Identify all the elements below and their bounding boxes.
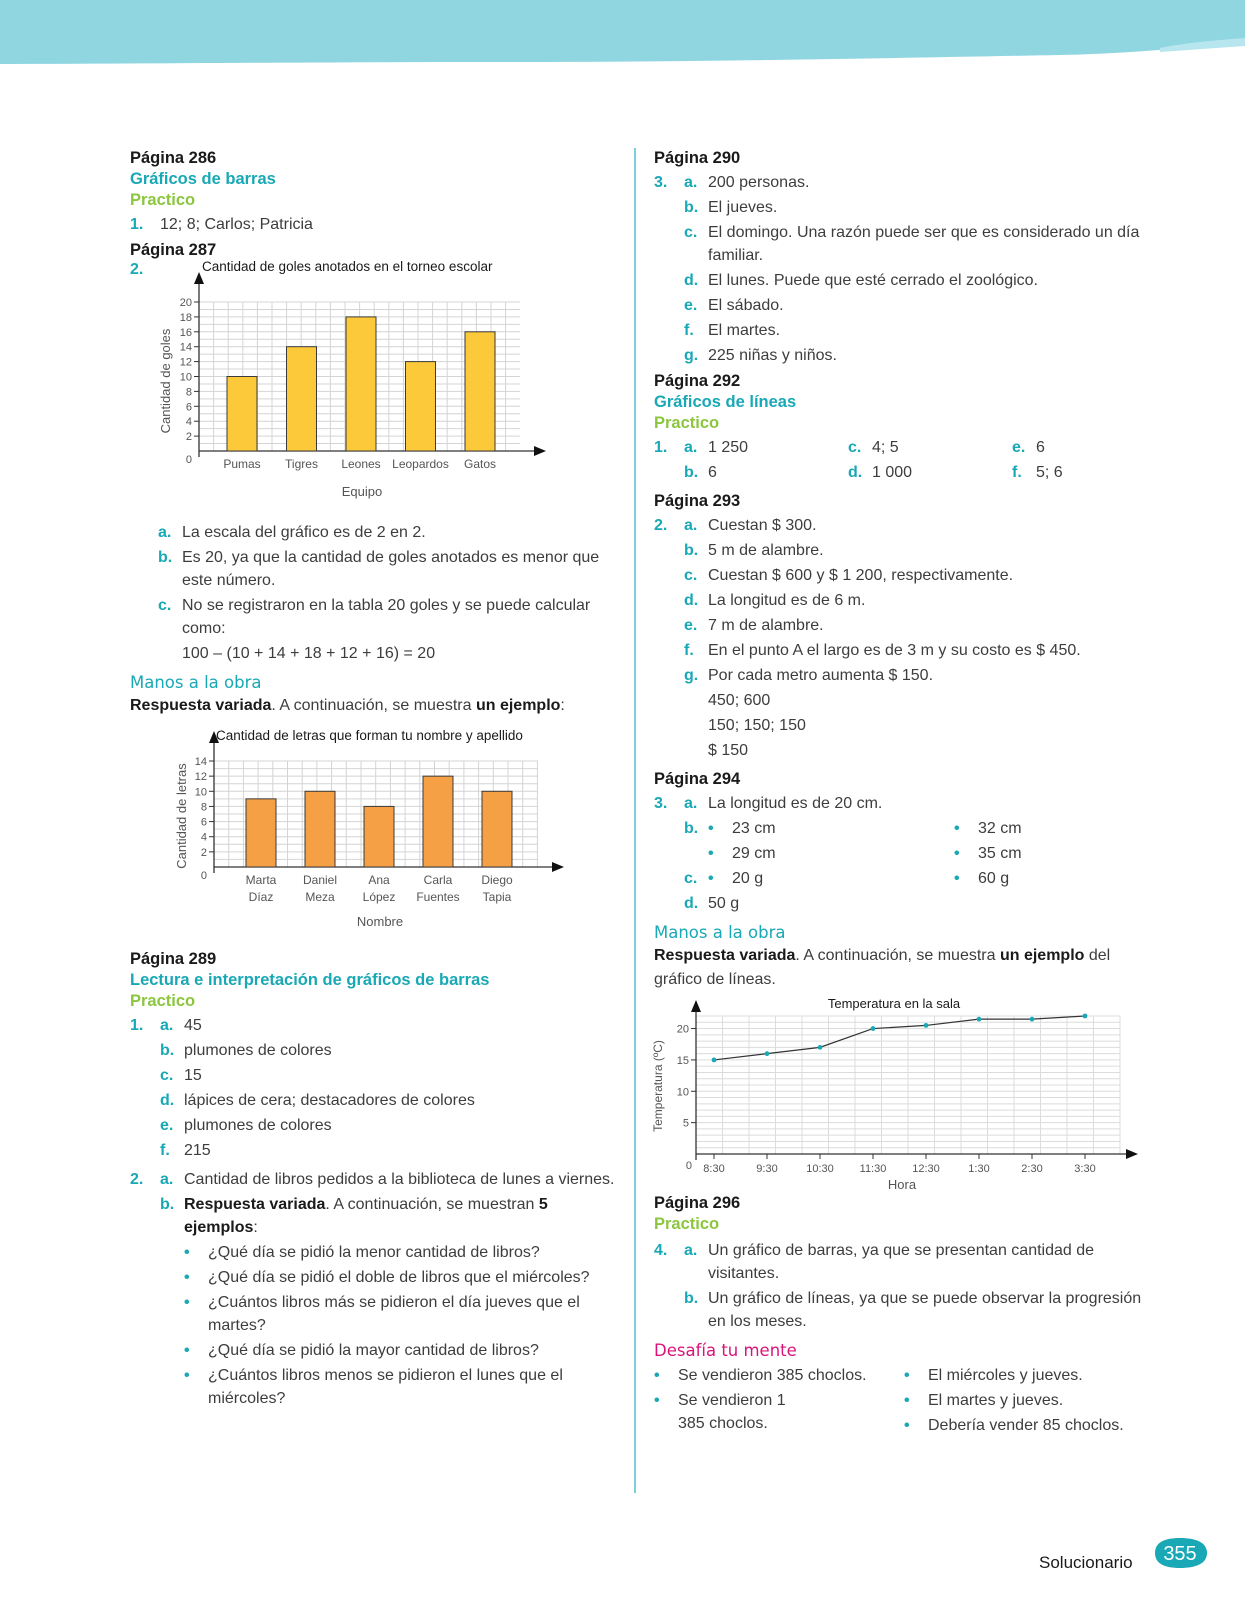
x-tick-label: 1:30 — [968, 1163, 990, 1175]
answer-row — [130, 1168, 620, 1191]
manos-a-la-obra-heading: Manos a la obra — [130, 673, 262, 692]
answer-text: Por cada metro aumenta $ 150. — [708, 667, 934, 684]
data-point — [1030, 1017, 1035, 1022]
answer-letter: a. — [684, 517, 698, 534]
x-tick-label: 9:30 — [756, 1163, 778, 1175]
y-axis-arrow-icon — [691, 1000, 701, 1012]
answer-text: 29 cm — [732, 845, 776, 862]
question-number: 3. — [654, 795, 668, 812]
answer-row — [130, 1089, 620, 1112]
x-tick-label: López — [362, 890, 396, 904]
list-item — [654, 1389, 904, 1435]
answer-letter: a. — [160, 1017, 174, 1034]
answer-text: 7 m de alambre. — [708, 617, 824, 634]
question-number: 2. — [130, 1171, 144, 1188]
answer-text: 15 — [184, 1067, 202, 1084]
answer-letter: e. — [160, 1117, 174, 1134]
answer-line: 150; 150; 150 — [708, 717, 806, 734]
list-item-text: Se vendieron 1 385 choclos. — [678, 1392, 786, 1432]
x-tick-label: 12:30 — [912, 1163, 940, 1175]
answer-text: lápices de cera; destacadores de colores — [184, 1092, 475, 1109]
x-tick-label: Tigres — [285, 457, 318, 471]
answer-row — [654, 817, 1154, 840]
page-ref-286: Página 286 — [130, 149, 217, 167]
bullet: • — [708, 820, 714, 837]
answer-text: 32 cm — [978, 820, 1022, 837]
bullet: • — [904, 1367, 910, 1384]
x-tick-label: Daniel — [302, 873, 338, 887]
answer-text: Cantidad de libros pedidos a la biblioteca de lunes a viernes. — [184, 1171, 615, 1188]
question-number: 1. — [654, 439, 668, 456]
answer-row — [158, 594, 620, 640]
data-point — [924, 1023, 929, 1028]
answer-text: El domingo. Una razón puede ser que es considerado un día familiar. — [708, 224, 1140, 264]
y-tick-label: 6 — [200, 816, 207, 829]
answer-row — [654, 1287, 1154, 1333]
data-point — [871, 1026, 876, 1031]
chart-title: Cantidad de letras que forman tu nombre y apellido — [216, 728, 523, 743]
y-tick-label: 8 — [185, 386, 192, 399]
response-text: . A continuación, se muestra — [271, 697, 476, 714]
answer-row — [654, 319, 1154, 342]
bullet: • — [708, 845, 714, 862]
answer-letter: b. — [684, 464, 699, 481]
y-axis-label: Cantidad de letras — [174, 763, 189, 869]
question-list — [184, 1241, 620, 1410]
answer-row — [654, 196, 1154, 219]
page-ref-290: Página 290 — [654, 149, 741, 167]
practico-label: Practico — [654, 414, 720, 432]
column-divider — [634, 148, 636, 1493]
answer-letter: d. — [160, 1092, 175, 1109]
answer-letter: c. — [848, 439, 862, 456]
answer-text: 5; 6 — [1036, 464, 1063, 481]
page-number: 355 — [1163, 1543, 1197, 1565]
desafia-answers — [654, 1362, 1154, 1439]
y-tick-label: 18 — [179, 311, 192, 324]
answer-text: plumones de colores — [184, 1042, 332, 1059]
bullet: • — [184, 1367, 190, 1384]
question-number: 1. — [130, 1017, 144, 1034]
list-item-text: ¿Qué día se pidió la mayor cantidad de libros? — [208, 1342, 539, 1359]
practico-label: Practico — [654, 1215, 720, 1233]
x-tick-label: 8:30 — [703, 1163, 725, 1175]
response-bold: Respuesta variada — [184, 1196, 326, 1213]
response-bold: un ejemplo — [475, 697, 561, 714]
answer-text: En el punto A el largo es de 3 m y su costo es $ 450. — [708, 642, 1081, 659]
answer-row — [654, 842, 1154, 865]
data-point — [765, 1051, 770, 1056]
question-number: 1. — [130, 216, 144, 233]
response-text: : — [560, 697, 565, 714]
answer-grid-row — [654, 461, 1154, 484]
answer-row — [130, 1039, 620, 1062]
section-title-bar-reading: Lectura e interpretación de gráficos de barras — [130, 971, 490, 989]
bullet: • — [708, 870, 714, 887]
list-item — [904, 1389, 1154, 1412]
footer-label: Solucionario — [1039, 1553, 1133, 1572]
answer-text: Cuestan $ 300. — [708, 517, 817, 534]
g-answer-lines — [708, 689, 1154, 762]
answer-letter: c. — [684, 567, 698, 584]
bar — [305, 791, 335, 867]
answer-text: 1 250 — [708, 439, 749, 456]
list-item — [904, 1364, 1154, 1387]
list-item — [184, 1364, 620, 1410]
y-tick-label: 16 — [179, 326, 192, 339]
list-item — [184, 1241, 620, 1264]
answer-letter: a. — [684, 174, 698, 191]
answer-letter: c. — [160, 1067, 174, 1084]
question-number: 2. — [654, 517, 668, 534]
bullet: • — [954, 845, 960, 862]
x-axis-arrow-icon — [534, 446, 546, 456]
list-item-text: Se vendieron 385 choclos. — [678, 1367, 867, 1384]
answer-text: 1 000 — [872, 464, 913, 481]
answer-letter: c. — [158, 597, 172, 614]
answer-letter: a. — [684, 1242, 698, 1259]
answer-grid-row — [654, 436, 1154, 459]
answer-row — [654, 614, 1154, 637]
bullet: • — [184, 1294, 190, 1311]
y-tick-label: 14 — [194, 756, 207, 768]
response-intro — [654, 944, 1154, 992]
answer-row — [654, 539, 1154, 562]
y-tick-label: 2 — [185, 431, 192, 444]
bar — [423, 776, 453, 867]
answer-text: El lunes. Puede que esté cerrado el zoológico. — [708, 272, 1038, 289]
answer-bullets-right — [954, 817, 1022, 840]
page-ref-293: Página 293 — [654, 492, 741, 510]
answer-text: Cuestan $ 600 y $ 1 200, respectivamente. — [708, 567, 1014, 584]
answer-row — [130, 1014, 620, 1037]
answer-row — [654, 171, 1154, 194]
y-tick-label: 20 — [179, 297, 192, 309]
bullet: • — [954, 870, 960, 887]
answer-text: Un gráfico de líneas, ya que se puede observar la progresión en los meses. — [708, 1290, 1142, 1330]
list-item-text: ¿Cuántos libros más se pidieron el día jueves que el martes? — [208, 1294, 580, 1334]
answer-text: El martes. — [708, 322, 781, 339]
page-ref-289: Página 289 — [130, 950, 217, 968]
answer-row — [654, 664, 1154, 687]
bar — [346, 317, 376, 451]
data-point — [1083, 1014, 1088, 1019]
y-tick-label: 0 — [200, 870, 207, 882]
section-title-bar-charts: Gráficos de barras — [130, 170, 276, 188]
y-tick-label: 14 — [179, 341, 192, 354]
answer-text: 45 — [184, 1017, 202, 1034]
answer-text: 5 m de alambre. — [708, 542, 824, 559]
answer-row — [654, 514, 1154, 537]
x-axis-arrow-icon — [1126, 1149, 1138, 1159]
y-tick-label: 0 — [685, 1160, 692, 1172]
y-tick-label: 12 — [179, 356, 192, 369]
y-tick-label: 10 — [179, 371, 192, 384]
page-ref-292: Página 292 — [654, 372, 741, 390]
answer-letter: b. — [684, 199, 699, 216]
answer-letter: a. — [684, 439, 698, 456]
y-tick-label: 4 — [200, 831, 207, 844]
answer-letter: b. — [160, 1196, 175, 1213]
answer-letter: b. — [684, 820, 699, 837]
response-text: : — [253, 1219, 258, 1236]
y-tick-label: 10 — [194, 786, 207, 799]
data-point — [818, 1045, 823, 1050]
list-item-text: ¿Qué día se pidió la menor cantidad de libros? — [208, 1244, 540, 1261]
answer-letter: b. — [160, 1042, 175, 1059]
x-axis-label: Nombre — [356, 914, 404, 929]
answer-letter: b. — [684, 542, 699, 559]
x-tick-label: 11:30 — [859, 1163, 887, 1175]
bullet: • — [904, 1392, 910, 1409]
response-intro — [130, 694, 620, 718]
list-item-text: ¿Cuántos libros menos se pidieron el lunes que el miércoles? — [208, 1367, 563, 1407]
answer-text: No se registraron en la tabla 20 goles y se puede calcular como: — [182, 597, 591, 637]
bar — [465, 332, 495, 451]
bullet: • — [184, 1269, 190, 1286]
list-item — [654, 1364, 904, 1387]
answer-row — [158, 546, 620, 592]
question-number: 4. — [654, 1242, 668, 1259]
answer-letter: e. — [1012, 439, 1026, 456]
bullet: • — [904, 1417, 910, 1434]
answer-row — [158, 521, 620, 544]
answer-text: 12; 8; Carlos; Patricia — [160, 216, 313, 233]
x-axis-arrow-icon — [552, 862, 564, 872]
answer-row — [130, 1139, 620, 1162]
answer-text: El sábado. — [708, 297, 784, 314]
y-tick-label: 6 — [185, 401, 192, 414]
x-tick-label: Carla — [423, 873, 453, 887]
answer-letter: c. — [684, 870, 698, 887]
answer-letter: d. — [684, 272, 699, 289]
response-bold: 5 ejemplos — [184, 1196, 548, 1236]
q2-answers — [158, 521, 620, 665]
manos-a-la-obra-heading: Manos a la obra — [654, 923, 786, 942]
answer-line: $ 150 — [708, 742, 749, 759]
answer-row — [654, 639, 1154, 662]
answer-letter: b. — [158, 549, 173, 566]
answer-text: 6 — [708, 464, 717, 481]
temperature-line-chart — [648, 996, 1138, 1196]
x-tick-label: Diego — [481, 873, 513, 887]
page-ref-287: Página 287 — [130, 241, 217, 259]
right-column — [651, 144, 1154, 1439]
answer-letter: a. — [684, 795, 698, 812]
answer-row — [654, 1239, 1154, 1285]
y-tick-label: 20 — [676, 1023, 689, 1036]
answer-row — [130, 213, 620, 236]
response-text: . A continuación, se muestra — [795, 947, 1000, 964]
response-text: . A continuación, se muestran — [325, 1196, 539, 1213]
letters-bar-chart — [130, 724, 570, 944]
x-axis-label: Hora — [887, 1177, 917, 1192]
bar — [406, 362, 436, 451]
x-axis-label: Equipo — [341, 484, 383, 499]
answer-letter: a. — [160, 1171, 174, 1188]
answer-text: 225 niñas y niños. — [708, 347, 837, 364]
bar — [227, 377, 257, 452]
y-tick-label: 15 — [676, 1054, 689, 1067]
page-ref-296: Página 296 — [654, 1194, 741, 1212]
page-number-badge — [1151, 1536, 1209, 1575]
answer-row — [654, 792, 1154, 815]
answer-text: 23 cm — [732, 820, 776, 837]
y-tick-label: 12 — [194, 771, 207, 784]
answer-line: 450; 600 — [708, 692, 771, 709]
response-text: del gráfico de líneas. — [654, 947, 1111, 988]
page-ref-294: Página 294 — [654, 770, 741, 788]
goals-bar-chart — [130, 261, 570, 511]
y-tick-label: 10 — [676, 1086, 689, 1099]
answer-letter: e. — [684, 617, 698, 634]
y-tick-label: 8 — [200, 801, 207, 814]
y-tick-label: 5 — [682, 1117, 689, 1130]
x-tick-label: Marta — [245, 873, 277, 887]
answer-letter: g. — [684, 347, 699, 364]
bullet: • — [184, 1244, 190, 1261]
response-bold: Respuesta variada — [654, 947, 796, 964]
answer-text: 200 personas. — [708, 174, 810, 191]
x-tick-label: Díaz — [248, 890, 274, 904]
x-tick-label: Tapia — [482, 890, 512, 904]
y-axis-label: Cantidad de goles — [158, 328, 173, 434]
formula-text: 100 – (10 + 14 + 18 + 12 + 16) = 20 — [182, 645, 436, 662]
response-bold: un ejemplo — [999, 947, 1085, 964]
answer-text: La longitud es de 6 m. — [708, 592, 866, 609]
x-tick-label: 10:30 — [806, 1163, 834, 1175]
goals-chart-block — [130, 261, 620, 511]
list-item — [904, 1414, 1154, 1437]
answer-bullets-left — [708, 817, 954, 840]
bar — [287, 347, 317, 451]
top-banner — [0, 0, 1245, 80]
list-item-text: ¿Qué día se pidió el doble de libros que el miércoles? — [208, 1269, 590, 1286]
bullet: • — [954, 820, 960, 837]
answer-row — [654, 589, 1154, 612]
answer-text: La longitud es de 20 cm. — [708, 795, 883, 812]
x-tick-label: Meza — [305, 890, 335, 904]
answer-text: La escala del gráfico es de 2 en 2. — [182, 524, 426, 541]
answer-letter: b. — [684, 1290, 699, 1307]
y-tick-label: 2 — [200, 846, 207, 859]
left-column — [130, 144, 620, 1412]
bar — [482, 791, 512, 867]
x-tick-label: 2:30 — [1021, 1163, 1043, 1175]
answer-text: 4; 5 — [872, 439, 899, 456]
answer-row — [130, 1064, 620, 1087]
answer-letter: f. — [684, 642, 694, 659]
answer-row — [654, 892, 1154, 915]
practico-label: Practico — [130, 191, 196, 209]
section-title-line-charts: Gráficos de líneas — [654, 393, 797, 411]
list-item-text: El martes y jueves. — [928, 1392, 1064, 1409]
answer-letter: f. — [1012, 464, 1022, 481]
answer-row — [654, 294, 1154, 317]
bullet: • — [654, 1392, 660, 1409]
answer-text: 215 — [184, 1142, 211, 1159]
answer-text: Un gráfico de barras, ya que se presentan cantidad de visitantes. — [708, 1242, 1095, 1282]
data-point — [712, 1058, 717, 1063]
answer-text: plumones de colores — [184, 1117, 332, 1134]
x-tick-label: Leopardos — [392, 457, 449, 471]
answer-letter: d. — [684, 592, 699, 609]
chart-title: Temperatura en la sala — [827, 996, 961, 1011]
list-item — [184, 1266, 620, 1289]
list-item — [184, 1339, 620, 1362]
answer-row — [130, 1193, 620, 1239]
answer-letter: g. — [684, 667, 699, 684]
list-item-text: El miércoles y jueves. — [928, 1367, 1083, 1384]
x-tick-label: Gatos — [463, 457, 497, 471]
x-tick-label: Pumas — [223, 457, 261, 471]
x-tick-label: 3:30 — [1074, 1163, 1096, 1175]
answer-row — [654, 221, 1154, 267]
question-number: 2. — [130, 261, 144, 278]
data-point — [977, 1017, 982, 1022]
y-tick-label: 4 — [185, 416, 192, 429]
answer-letter: a. — [158, 524, 172, 541]
chart-title: Cantidad de goles anotados en el torneo escolar — [202, 261, 493, 274]
answer-text: 6 — [1036, 439, 1045, 456]
answer-text: 35 cm — [978, 845, 1022, 862]
x-tick-label: Ana — [368, 873, 390, 887]
answer-row — [130, 1114, 620, 1137]
answer-text — [184, 1193, 620, 1239]
answer-text: El jueves. — [708, 199, 778, 216]
bullet: • — [654, 1367, 660, 1384]
formula-row — [158, 642, 620, 665]
answer-letter: d. — [848, 464, 863, 481]
y-axis-label: Temperatura (ºC) — [651, 1040, 665, 1132]
answer-text: 50 g — [708, 895, 740, 912]
answer-letter: c. — [684, 224, 698, 241]
list-item-text: Debería vender 85 choclos. — [928, 1417, 1124, 1434]
question-number: 3. — [654, 174, 668, 191]
answer-row — [654, 344, 1154, 367]
bullet: • — [184, 1342, 190, 1359]
y-tick-label: 0 — [185, 454, 192, 466]
practico-label: Practico — [130, 992, 196, 1010]
answer-row — [654, 867, 1154, 890]
answer-text: Es 20, ya que la cantidad de goles anotados es menor que este número. — [182, 549, 600, 589]
answer-text: 60 g — [978, 870, 1010, 887]
x-tick-label: Leones — [341, 457, 381, 471]
answer-letter: e. — [684, 297, 698, 314]
answer-letter: f. — [160, 1142, 170, 1159]
answer-letter: d. — [684, 895, 699, 912]
answer-row — [654, 564, 1154, 587]
answer-letter: f. — [684, 322, 694, 339]
x-tick-label: Fuentes — [416, 890, 460, 904]
bar — [246, 799, 276, 867]
bar — [364, 806, 394, 867]
desafia-tu-mente-heading: Desafía tu mente — [654, 1341, 797, 1360]
answer-row — [654, 269, 1154, 292]
answer-text: 20 g — [732, 870, 764, 887]
list-item — [184, 1291, 620, 1337]
response-bold: Respuesta variada — [130, 697, 272, 714]
